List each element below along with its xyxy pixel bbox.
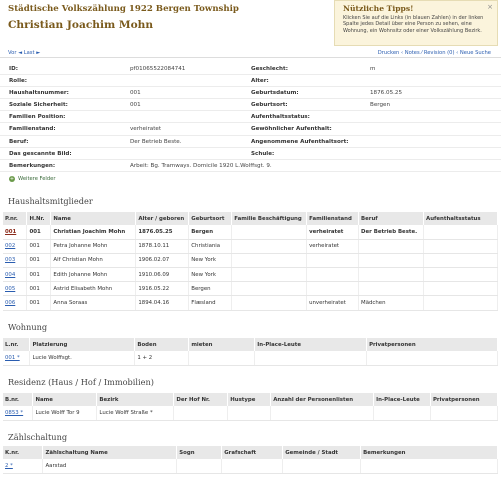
table-cell (3, 296, 27, 310)
column-header: Beruf (359, 212, 424, 225)
table-row (3, 296, 498, 310)
detail-label: Haushaltsnummer: (9, 90, 69, 97)
table-cell: Astrid Elisabeth Mohn (51, 282, 136, 296)
household-section-title: Haushaltsmitglieder (8, 196, 93, 206)
table-cell: Lucie Wolff Tor 9 (33, 406, 97, 420)
table-cell (271, 406, 374, 420)
table-cell (174, 406, 228, 420)
table-cell: 001 (27, 268, 51, 282)
detail-value: 001 (130, 90, 141, 97)
column-header: Privatpersonen (367, 338, 498, 351)
column-header: Anzahl der Personenlisten (271, 393, 374, 406)
table-header-row (3, 212, 498, 225)
table-cell (424, 296, 498, 310)
table-cell: Petra Johanne Mohn (51, 239, 136, 253)
column-header: Hustype (228, 393, 271, 406)
table-cell: Edith Johanne Mohn (51, 268, 136, 282)
table-cell (232, 239, 307, 253)
detail-label: Familien Position: (9, 114, 66, 121)
detail-value: verheiratet (130, 126, 162, 133)
table-cell: Lucie Wolff Straße * (97, 406, 174, 420)
detail-label: Soziale Sicherheit: (9, 102, 68, 109)
table-cell (3, 268, 27, 282)
detail-row (0, 63, 501, 75)
detail-label: Aufenthaltsstatus: (251, 114, 310, 121)
detail-label: Rolle: (9, 78, 28, 85)
table-header-row (3, 446, 498, 459)
table-cell (359, 253, 424, 267)
table-cell (307, 282, 359, 296)
table-cell (307, 268, 359, 282)
record-link[interactable]: 003 (5, 257, 16, 264)
detail-value: Bergen (370, 102, 391, 109)
column-header: mieten (189, 338, 255, 351)
table-cell (424, 225, 498, 239)
detail-row (0, 148, 501, 160)
record-link[interactable]: 002 (5, 243, 16, 250)
column-header: Name (33, 393, 97, 406)
table-cell: 001 (27, 282, 51, 296)
navigation-bar (0, 49, 501, 58)
record-link[interactable]: 006 (5, 300, 16, 307)
detail-value: 001 (130, 102, 141, 109)
detail-label: Angenommene Aufenthaltsort: (251, 138, 349, 145)
zaehlschaltung-table (3, 446, 498, 474)
detail-row (0, 99, 501, 111)
tips-title: Nützliche Tipps! (343, 4, 414, 13)
table-cell (359, 268, 424, 282)
table-cell: 1876.05.25 (136, 225, 189, 239)
table-cell: verheiratet (307, 225, 359, 239)
table-cell: Alf Christian Mohn (51, 253, 136, 267)
record-link[interactable]: 0853 * (5, 409, 24, 416)
column-header: Boden (135, 338, 189, 351)
table-cell (232, 268, 307, 282)
column-header: Familie Beschäftigung (232, 212, 307, 225)
table-cell: Anna Soraas (51, 296, 136, 310)
table-row (3, 406, 498, 420)
column-header: B.nr. (3, 393, 33, 406)
table-cell (3, 253, 27, 267)
table-cell (283, 459, 361, 473)
column-header: Geburtsort (189, 212, 232, 225)
table-cell: Der Betrieb Beste. (359, 225, 424, 239)
detail-label: Geschlecht: (251, 66, 288, 72)
table-cell: 1894.04.16 (136, 296, 189, 310)
table-cell: 1910.06.09 (136, 268, 189, 282)
column-header: Zählschaltung Name (43, 446, 177, 459)
table-cell (228, 406, 271, 420)
person-details (0, 63, 501, 172)
column-header: Familienstand (307, 212, 359, 225)
detail-label: Alter: (251, 78, 269, 85)
residenz-table (3, 393, 498, 421)
column-header: H.Nr. (27, 212, 51, 225)
table-cell (424, 268, 498, 282)
table-cell: verheiratet (307, 239, 359, 253)
wohnung-section-title: Wohnung (8, 322, 48, 332)
table-cell: Flæsland (189, 296, 232, 310)
detail-row (0, 75, 501, 87)
column-header: Bezirk (97, 393, 174, 406)
table-row (3, 459, 498, 473)
table-cell (3, 239, 27, 253)
detail-row (0, 87, 501, 99)
detail-label: Schule: (251, 150, 275, 157)
column-header: Sogn (177, 446, 222, 459)
detail-value: Der Betrieb Beste. (130, 138, 182, 145)
detail-value: 1876.05.25 (370, 90, 403, 97)
table-cell: 1916.05.22 (136, 282, 189, 296)
table-cell: 1906.02.07 (136, 253, 189, 267)
table-cell: Christian Joachim Mohn (51, 225, 136, 239)
wohnung-table (3, 338, 498, 366)
table-cell (3, 225, 27, 239)
plus-icon: + (9, 176, 15, 182)
more-fields-label[interactable]: Weitere Felder (18, 176, 56, 182)
table-cell (232, 282, 307, 296)
table-row (3, 282, 498, 296)
record-link[interactable]: 001 * (5, 354, 20, 361)
detail-row (0, 136, 501, 148)
detail-value: Arbeit: Bg. Tramways. Domicile 1920 L.Wolffsgt. 9. (130, 162, 272, 169)
column-header: L.nr. (3, 338, 30, 351)
table-cell (222, 459, 283, 473)
table-cell: Mädchen (359, 296, 424, 310)
table-cell: Bergen (189, 225, 232, 239)
table-cell (3, 459, 43, 473)
record-link[interactable]: 001 (5, 228, 17, 235)
residenz-section-title: Residenz (Haus / Hof / Immobilien) (8, 377, 154, 387)
more-fields-link[interactable] (9, 176, 56, 182)
detail-label: Beruf: (9, 138, 29, 145)
table-cell (232, 253, 307, 267)
column-header: P.nr. (3, 212, 27, 225)
table-cell: New York (189, 253, 232, 267)
table-row (3, 239, 498, 253)
prev-next-links[interactable]: Vor ◄ Last ► (8, 50, 41, 56)
tips-text: Klicken Sie auf die Links (in blauen Zahlen) in der linken Spalte jedes Detail über eine Person zu sehen, eine Wohnung, ein Wohnsitz oder einer Volkszählung Bezirk. (343, 15, 484, 34)
column-header: Bemerkungen (361, 446, 498, 459)
table-cell: 001 (27, 225, 51, 239)
table-row (3, 268, 498, 282)
tips-box (334, 0, 498, 46)
person-name-heading: Christian Joachim Mohn (8, 19, 154, 31)
detail-label: Das gescannte Bild: (9, 150, 72, 157)
column-header: Grafschaft (222, 446, 283, 459)
close-icon[interactable]: × (487, 3, 493, 11)
column-header: Gemeinde / Stadt (283, 446, 361, 459)
detail-row (0, 123, 501, 135)
table-cell (359, 282, 424, 296)
table-row (3, 225, 498, 239)
column-header: In-Place-Leute (255, 338, 367, 351)
detail-label: Geburtsdatum: (251, 90, 299, 97)
table-header-row (3, 393, 498, 406)
page-actions-links[interactable]: Drucken ‹ Notes ⁄ Revision (0) ‹ Neue Suche (377, 50, 491, 56)
detail-value: pf01065522084741 (130, 66, 186, 72)
detail-label: Familienstand: (9, 126, 56, 133)
table-cell (232, 296, 307, 310)
record-link[interactable]: 005 (5, 285, 16, 292)
table-cell (359, 239, 424, 253)
table-cell: unverheiratet (307, 296, 359, 310)
table-cell (189, 351, 255, 365)
record-link[interactable]: 004 (5, 271, 16, 278)
table-cell: 001 (27, 239, 51, 253)
table-cell (3, 406, 33, 420)
household-table (3, 212, 498, 311)
table-cell (424, 253, 498, 267)
table-cell: 1 + 2 (135, 351, 189, 365)
table-cell: New York (189, 268, 232, 282)
table-cell (3, 351, 30, 365)
column-header: Platzierung (30, 338, 135, 351)
table-cell (255, 351, 367, 365)
detail-label: ID: (9, 66, 18, 72)
column-header: Privatpersonen (430, 393, 497, 406)
column-header: In-Place-Leute (374, 393, 431, 406)
table-cell (430, 406, 497, 420)
column-header: Alter / geboren (136, 212, 189, 225)
detail-value: m (370, 66, 376, 72)
table-cell (3, 282, 27, 296)
table-cell: 001 (27, 253, 51, 267)
table-row (3, 351, 498, 365)
zaehlschaltung-section-title: Zählschaltung (8, 432, 68, 442)
detail-label: Gewöhnlicher Aufenthalt: (251, 126, 332, 133)
column-header: Name (51, 212, 136, 225)
column-header: K.nr. (3, 446, 43, 459)
detail-row (0, 111, 501, 123)
table-cell: Christiania (189, 239, 232, 253)
table-cell (232, 225, 307, 239)
detail-label: Geburtsort: (251, 102, 288, 109)
table-cell: Aarstad (43, 459, 177, 473)
table-cell (424, 239, 498, 253)
table-cell: Bergen (189, 282, 232, 296)
table-cell (177, 459, 222, 473)
table-cell (367, 351, 498, 365)
table-cell (374, 406, 431, 420)
column-header: Der Hof Nr. (174, 393, 228, 406)
table-cell (424, 282, 498, 296)
table-cell (361, 459, 498, 473)
table-cell: 1878.10.11 (136, 239, 189, 253)
page-title: Städtische Volkszählung 1922 Bergen Township (8, 4, 239, 14)
column-header: Aufenthaltsstatus (424, 212, 498, 225)
table-row (3, 253, 498, 267)
record-link[interactable]: 2 * (5, 462, 13, 469)
table-cell: 001 (27, 296, 51, 310)
detail-label: Bemerkungen: (9, 162, 56, 169)
table-cell: Lucie Wolffsgt. (30, 351, 135, 365)
table-header-row (3, 338, 498, 351)
detail-row (0, 160, 501, 172)
table-cell (307, 253, 359, 267)
